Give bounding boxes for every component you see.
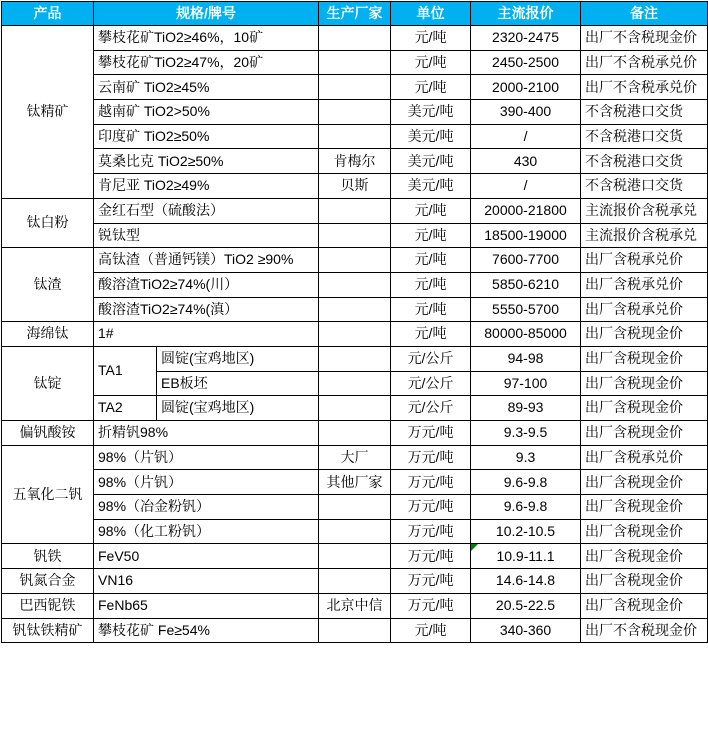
unit-cell: 万元/吨 [391,544,471,569]
spec-cell: 酸溶渣TiO2≥74%(川） [94,272,319,297]
note-cell: 出厂含税承兑价 [581,445,708,470]
table-row [2,495,708,520]
manufacturer-cell: 北京中信 [319,593,391,618]
table-row [2,346,708,371]
product-cell: 钛渣 [2,248,94,322]
note-cell: 出厂含税现金价 [581,421,708,446]
manufacturer-cell [319,421,391,446]
note-cell: 出厂含税现金价 [581,593,708,618]
unit-cell: 万元/吨 [391,495,471,520]
unit-cell: 元/公斤 [391,346,471,371]
note-cell: 出厂不含税现金价 [581,618,708,643]
note-cell: 出厂含税现金价 [581,346,708,371]
manufacturer-cell [319,495,391,520]
price-cell [471,544,581,569]
spec-cell: 攀枝花矿TiO2≥46%，10矿 [94,26,319,51]
spec-cell: 攀枝花矿TiO2≥47%，20矿 [94,50,319,75]
note-cell: 出厂含税现金价 [581,544,708,569]
manufacturer-cell: 其他厂家 [319,470,391,495]
unit-cell: 万元/吨 [391,519,471,544]
note-cell: 出厂含税现金价 [581,470,708,495]
note-cell: 出厂不含税承兑价 [581,75,708,100]
manufacturer-cell [319,371,391,396]
spec-cell: 金红石型（硫酸法） [94,198,319,223]
price-cell: / [471,174,581,199]
table-row [2,100,708,125]
product-cell: 海绵钛 [2,322,94,347]
unit-cell: 万元/吨 [391,569,471,594]
unit-cell: 美元/吨 [391,124,471,149]
manufacturer-cell: 贝斯 [319,174,391,199]
price-cell: 2000-2100 [471,75,581,100]
manufacturer-cell [319,519,391,544]
spec-cell: 越南矿 TiO2>50% [94,100,319,125]
price-cell: 9.3 [471,445,581,470]
spec-cell: FeV50 [94,544,319,569]
spec-cell: 云南矿 TiO2≥45% [94,75,319,100]
table-row [2,396,708,421]
grade-cell: TA1 [94,346,157,395]
table-row [2,124,708,149]
manufacturer-cell: 大厂 [319,445,391,470]
price-cell: 2450-2500 [471,50,581,75]
header-price: 主流报价 [471,2,581,26]
spec-cell: 印度矿 TiO2≥50% [94,124,319,149]
grade-cell: TA2 [94,396,157,421]
manufacturer-cell [319,272,391,297]
price-cell: 430 [471,149,581,174]
table-row [2,174,708,199]
table-row [2,569,708,594]
unit-cell: 元/吨 [391,223,471,248]
spec-cell: 高钛渣（普通钙镁）TiO2 ≥90% [94,248,319,273]
spec-cell: 98%（片钒） [94,470,319,495]
unit-cell: 元/吨 [391,248,471,273]
spec-cell: 锐钛型 [94,223,319,248]
note-cell: 出厂含税承兑价 [581,248,708,273]
note-cell: 出厂含税现金价 [581,371,708,396]
table-row [2,198,708,223]
note-cell: 出厂含税现金价 [581,396,708,421]
header-product: 产品 [2,2,94,26]
unit-cell: 元/吨 [391,272,471,297]
unit-cell: 万元/吨 [391,470,471,495]
unit-cell: 元/公斤 [391,396,471,421]
unit-cell: 美元/吨 [391,149,471,174]
table-row [2,50,708,75]
table-row [2,593,708,618]
cell-comment-marker-icon [471,544,478,551]
product-cell: 钒钛铁精矿 [2,618,94,643]
spec-cell: 莫桑比克 TiO2≥50% [94,149,319,174]
price-cell: 89-93 [471,396,581,421]
product-cell: 钛精矿 [2,26,94,199]
manufacturer-cell [319,223,391,248]
note-cell: 出厂含税承兑价 [581,272,708,297]
table-row [2,519,708,544]
note-cell: 不含税港口交货 [581,149,708,174]
manufacturer-cell: 肯梅尔 [319,149,391,174]
table-row [2,445,708,470]
header-spec: 规格/牌号 [94,2,319,26]
price-cell: 2320-2475 [471,26,581,51]
unit-cell: 元/吨 [391,618,471,643]
note-cell: 出厂含税现金价 [581,322,708,347]
price-cell: 14.6-14.8 [471,569,581,594]
product-cell: 钒氮合金 [2,569,94,594]
manufacturer-cell [319,297,391,322]
price-cell: 5550-5700 [471,297,581,322]
spec-cell: 1# [94,322,319,347]
product-cell: 钒铁 [2,544,94,569]
table-row [2,223,708,248]
unit-cell: 元/吨 [391,297,471,322]
price-cell: 80000-85000 [471,322,581,347]
table-row [2,272,708,297]
spec-cell: 圆锭(宝鸡地区) [157,396,319,421]
price-cell: 9.6-9.8 [471,470,581,495]
note-cell: 出厂含税现金价 [581,495,708,520]
header-manufacturer: 生产厂家 [319,2,391,26]
price-cell: 20.5-22.5 [471,593,581,618]
note-cell: 出厂不含税承兑价 [581,50,708,75]
price-cell: 9.6-9.8 [471,495,581,520]
price-value: 10.9-11.1 [496,547,555,564]
note-cell: 不含税港口交货 [581,124,708,149]
spec-cell: FeNb65 [94,593,319,618]
spec-cell: 攀枝花矿 Fe≥54% [94,618,319,643]
header-unit: 单位 [391,2,471,26]
price-cell: 97-100 [471,371,581,396]
table-row [2,75,708,100]
unit-cell: 美元/吨 [391,174,471,199]
header-note: 备注 [581,2,708,26]
table-row [2,297,708,322]
price-table [1,1,708,643]
price-cell: 390-400 [471,100,581,125]
note-cell: 出厂含税承兑价 [581,297,708,322]
unit-cell: 万元/吨 [391,421,471,446]
unit-cell: 元/吨 [391,322,471,347]
table-row [2,544,708,569]
price-cell: / [471,124,581,149]
price-cell: 9.3-9.5 [471,421,581,446]
manufacturer-cell [319,396,391,421]
table-row [2,618,708,643]
price-cell: 5850-6210 [471,272,581,297]
spec-cell: 98%（化工粉钒） [94,519,319,544]
table-row [2,248,708,273]
manufacturer-cell [319,75,391,100]
manufacturer-cell [319,26,391,51]
manufacturer-cell [319,124,391,149]
table-row [2,149,708,174]
price-cell: 20000-21800 [471,198,581,223]
unit-cell: 美元/吨 [391,100,471,125]
unit-cell: 元/吨 [391,50,471,75]
spec-cell: 肯尼亚 TiO2≥49% [94,174,319,199]
manufacturer-cell [319,618,391,643]
table-row [2,322,708,347]
note-cell: 出厂含税现金价 [581,569,708,594]
manufacturer-cell [319,346,391,371]
unit-cell: 元/吨 [391,75,471,100]
table-row [2,26,708,51]
unit-cell: 元/公斤 [391,371,471,396]
manufacturer-cell [319,198,391,223]
product-cell: 巴西铌铁 [2,593,94,618]
note-cell: 不含税港口交货 [581,174,708,199]
spec-cell: 圆锭(宝鸡地区) [157,346,319,371]
price-cell: 18500-19000 [471,223,581,248]
product-cell: 钛锭 [2,346,94,420]
price-cell: 7600-7700 [471,248,581,273]
note-cell: 主流报价含税承兑 [581,223,708,248]
manufacturer-cell [319,248,391,273]
spec-cell: 98%（冶金粉钒） [94,495,319,520]
note-cell: 出厂不含税现金价 [581,26,708,51]
manufacturer-cell [319,50,391,75]
spec-cell: 折精钒98% [94,421,319,446]
unit-cell: 万元/吨 [391,445,471,470]
table-row [2,470,708,495]
manufacturer-cell [319,569,391,594]
product-cell: 偏钒酸铵 [2,421,94,446]
unit-cell: 元/吨 [391,198,471,223]
unit-cell: 元/吨 [391,26,471,51]
price-cell: 10.2-10.5 [471,519,581,544]
spec-cell: VN16 [94,569,319,594]
spec-cell: EB板坯 [157,371,319,396]
price-cell: 340-360 [471,618,581,643]
manufacturer-cell [319,322,391,347]
price-cell: 94-98 [471,346,581,371]
product-cell: 钛白粉 [2,198,94,247]
note-cell: 主流报价含税承兑 [581,198,708,223]
table-row [2,421,708,446]
product-cell: 五氧化二钒 [2,445,94,544]
unit-cell: 万元/吨 [391,593,471,618]
spec-cell: 酸溶渣TiO2≥74%(滇） [94,297,319,322]
manufacturer-cell [319,544,391,569]
spec-cell: 98%（片钒） [94,445,319,470]
note-cell: 出厂含税现金价 [581,519,708,544]
header-row [2,2,708,26]
note-cell: 不含税港口交货 [581,100,708,125]
manufacturer-cell [319,100,391,125]
